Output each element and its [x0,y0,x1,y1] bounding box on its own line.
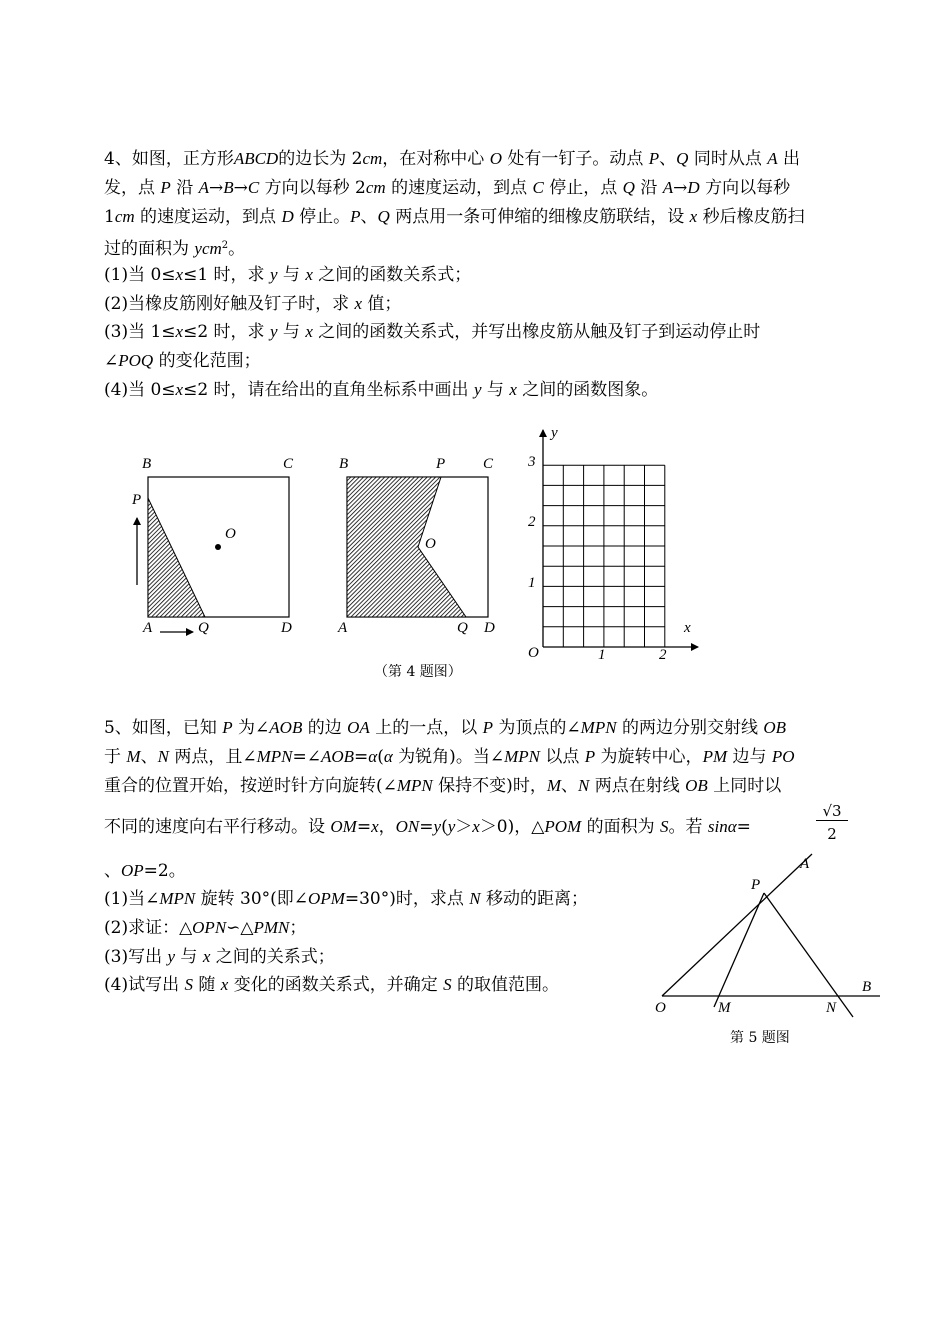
label-D: D [484,620,495,636]
p4-question-1: (1)当 0≤x≤1 时，求 y 与 x 之间的函数关系式； [104,265,472,285]
p5-line-3: 重合的位置开始，按逆时针方向旋转(∠MPN 保持不变)时，M、N 两点在射线 OB 上同时以 [104,776,782,796]
p5-line-2: 于 M、N 两点，且∠MPN=∠AOB=α(α 为锐角)。当∠MPN 以点 P 为旋转中心，PM 边与 PO [104,747,795,767]
p4-line-3: 1cm 的速度运动，到点 D 停止。P、Q 两点用一条可伸缩的细橡皮筋联结，设 x 秒后橡皮筋扫 [104,207,805,227]
y-tick-1: 1 [528,575,536,591]
label-P: P [132,492,142,508]
x-tick-1: 1 [598,647,606,663]
label-Q: Q [198,620,209,636]
fig4-square-1 [131,456,294,636]
label-C: C [283,456,294,472]
coordinate-grid [527,425,698,663]
fraction-denominator: 2 [827,825,837,843]
segment-PN [764,893,853,1017]
p5-question-3: (3)写出 y 与 x 之间的关系式； [104,947,335,967]
label-B: B [339,456,349,472]
x-tick-2: 2 [659,647,667,663]
label-N: N [826,1000,837,1016]
label-Q: Q [457,620,468,636]
fig4-1-shaded-region [148,498,205,617]
label-D: D [281,620,292,636]
p5-line-1: 5、如图，已知 P 为∠AOB 的边 OA 上的一点，以 P 为顶点的∠MPN 的两边分别交射线 OB [104,718,787,738]
p4-line-2: 发，点 P 沿 A→B→C 方向以每秒 2cm 的速度运动，到点 C 停止，点 Q 沿 A→D 方向以每秒 [104,178,791,198]
p4-line-1: 4、如图，正方形ABCD的边长为 2cm，在对称中心 O 处有一钉子。动点 P、Q 同时从点 A 出 [104,149,801,169]
p4-question-3-cont: ∠POQ 的变化范围； [104,351,261,371]
p5-question-2: (2)求证：△OPN∽△PMN； [104,918,307,938]
label-O: O [425,536,436,552]
figure-4-caption: （第 4 题图） [374,664,462,680]
label-O: O [655,1000,666,1016]
p5-question-1: (1)当∠MPN 旋转 30°(即∠OPM=30°)时，求点 N 移动的距离； [104,889,589,909]
label-A: A [800,856,810,872]
label-P: P [751,877,761,893]
label-C: C [483,456,494,472]
y-tick-3: 3 [528,454,536,470]
p4-question-3: (3)当 1≤x≤2 时，求 y 与 x 之间的函数关系式，并写出橡皮筋从触及钉子到运动停止时 [104,322,761,342]
label-O: O [225,526,236,542]
nail-point [215,544,221,550]
fig4-square-2 [337,456,495,636]
p4-line-4: 过的面积为 ycm$^2$。 [104,239,246,259]
label-A: A [338,620,348,636]
problem-5-figure [640,840,900,1040]
fraction-numerator: √3 [816,802,848,821]
label-B: B [142,456,152,472]
segment-PM [714,893,764,1007]
p5-question-4: (4)试写出 S 随 x 变化的函数关系式，并确定 S 的取值范围。 [104,975,560,995]
label-P: P [436,456,446,472]
p4-question-2: (2)当橡皮筋刚好触及钉子时，求 x 值； [104,294,402,314]
fig4-2-shaded-region [347,477,466,617]
x-axis-label: x [684,620,691,636]
label-A: A [143,620,153,636]
p5-line-4: 不同的速度向右平行移动。设 OM=x，ON=y(y＞x＞0)，△POM 的面积为 S。若 sinα= [104,817,751,837]
origin-label: O [528,645,539,661]
problem-4-figures [0,420,950,680]
y-axis-label: y [551,425,558,441]
label-B: B [862,979,872,995]
ray-OA [662,854,812,996]
p5-line-5: 、OP=2。 [104,861,186,881]
y-tick-2: 2 [528,514,536,530]
sin-fraction [816,802,848,843]
figure-5-caption: 第 5 题图 [730,1030,790,1046]
p4-question-4: (4)当 0≤x≤2 时，请在给出的直角坐标系中画出 y 与 x 之间的函数图象。 [104,380,659,400]
label-M: M [718,1000,731,1016]
